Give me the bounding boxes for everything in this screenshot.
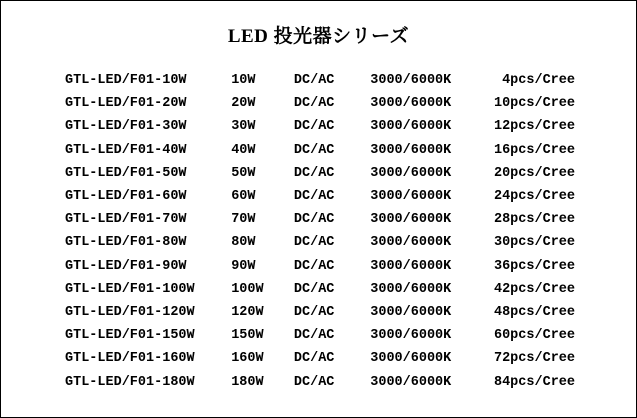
cell-model: GTL-LED/F01-70W xyxy=(65,212,187,228)
table-row xyxy=(65,278,575,301)
spec-table-body xyxy=(65,69,575,394)
cell-color-temperature: 3000/6000K xyxy=(370,305,452,321)
cell-color-temperature: 3000/6000K xyxy=(370,258,452,274)
cell-power: 50W xyxy=(231,165,256,181)
cell-power: 90W xyxy=(231,258,256,274)
cell-model: GTL-LED/F01-20W xyxy=(65,96,187,112)
cell-chips: 24pcs/Cree xyxy=(493,189,575,205)
cell-color-temperature: 3000/6000K xyxy=(370,142,452,158)
cell-power: 10W xyxy=(231,73,256,88)
spec-table xyxy=(65,69,575,394)
cell-power: 180W xyxy=(231,374,264,390)
cell-voltage: DC/AC xyxy=(293,212,335,228)
cell-color-temperature: 3000/6000K xyxy=(370,281,452,297)
cell-color-temperature: 3000/6000K xyxy=(370,96,452,112)
cell-voltage: DC/AC xyxy=(293,73,335,88)
cell-color-temperature: 3000/6000K xyxy=(370,328,452,344)
page-title: LED 投光器シリーズ xyxy=(227,26,410,47)
table-row xyxy=(65,324,575,347)
cell-voltage: DC/AC xyxy=(293,374,335,390)
cell-model: GTL-LED/F01-180W xyxy=(65,374,195,390)
table-row xyxy=(65,371,575,394)
cell-chips: 4pcs/Cree xyxy=(502,73,575,88)
cell-power: 120W xyxy=(231,305,264,321)
table-row xyxy=(65,115,575,138)
spec-table-container xyxy=(65,69,575,394)
cell-color-temperature: 3000/6000K xyxy=(370,165,452,181)
cell-color-temperature: 3000/6000K xyxy=(370,351,452,367)
cell-power: 30W xyxy=(231,119,256,135)
cell-chips: 60pcs/Cree xyxy=(493,328,575,344)
table-row xyxy=(65,139,575,162)
cell-model: GTL-LED/F01-160W xyxy=(65,351,195,367)
cell-voltage: DC/AC xyxy=(293,235,335,251)
cell-chips: 84pcs/Cree xyxy=(493,374,575,390)
cell-voltage: DC/AC xyxy=(293,119,335,135)
cell-voltage: DC/AC xyxy=(293,351,335,367)
cell-color-temperature: 3000/6000K xyxy=(370,374,452,390)
table-row xyxy=(65,185,575,208)
cell-model: GTL-LED/F01-100W xyxy=(65,281,195,297)
cell-chips: 16pcs/Cree xyxy=(493,142,575,158)
cell-power: 160W xyxy=(231,351,264,367)
cell-voltage: DC/AC xyxy=(293,96,335,112)
cell-chips: 20pcs/Cree xyxy=(493,165,575,181)
cell-power: 20W xyxy=(231,96,256,112)
cell-model: GTL-LED/F01-80W xyxy=(65,235,187,251)
cell-model: GTL-LED/F01-150W xyxy=(65,328,195,344)
cell-model: GTL-LED/F01-40W xyxy=(65,142,187,158)
cell-power: 150W xyxy=(231,328,264,344)
cell-power: 80W xyxy=(231,235,256,251)
cell-model: GTL-LED/F01-30W xyxy=(65,119,187,135)
cell-model: GTL-LED/F01-90W xyxy=(65,258,187,274)
cell-color-temperature: 3000/6000K xyxy=(370,119,452,135)
cell-color-temperature: 3000/6000K xyxy=(370,189,452,205)
cell-model: GTL-LED/F01-120W xyxy=(65,305,195,321)
table-row xyxy=(65,92,575,115)
table-row xyxy=(65,255,575,278)
cell-model: GTL-LED/F01-50W xyxy=(65,165,187,181)
cell-voltage: DC/AC xyxy=(293,281,335,297)
table-row xyxy=(65,231,575,254)
cell-voltage: DC/AC xyxy=(293,142,335,158)
cell-chips: 42pcs/Cree xyxy=(493,281,575,297)
cell-chips: 10pcs/Cree xyxy=(493,96,575,112)
cell-color-temperature: 3000/6000K xyxy=(370,73,452,88)
table-row xyxy=(65,69,575,92)
cell-chips: 48pcs/Cree xyxy=(493,305,575,321)
table-row xyxy=(65,162,575,185)
cell-chips: 72pcs/Cree xyxy=(493,351,575,367)
cell-power: 60W xyxy=(231,189,256,205)
cell-chips: 36pcs/Cree xyxy=(493,258,575,274)
cell-voltage: DC/AC xyxy=(293,305,335,321)
table-row xyxy=(65,208,575,231)
cell-voltage: DC/AC xyxy=(293,189,335,205)
cell-voltage: DC/AC xyxy=(293,165,335,181)
cell-voltage: DC/AC xyxy=(293,258,335,274)
table-row xyxy=(65,347,575,370)
cell-chips: 12pcs/Cree xyxy=(493,119,575,135)
table-row xyxy=(65,301,575,324)
cell-model: GTL-LED/F01-10W xyxy=(65,73,187,88)
cell-color-temperature: 3000/6000K xyxy=(370,235,452,251)
cell-chips: 28pcs/Cree xyxy=(493,212,575,228)
cell-power: 40W xyxy=(231,142,256,158)
cell-chips: 30pcs/Cree xyxy=(493,235,575,251)
cell-model: GTL-LED/F01-60W xyxy=(65,189,187,205)
cell-voltage: DC/AC xyxy=(293,328,335,344)
cell-power: 70W xyxy=(231,212,256,228)
cell-power: 100W xyxy=(231,281,264,297)
cell-color-temperature: 3000/6000K xyxy=(370,212,452,228)
